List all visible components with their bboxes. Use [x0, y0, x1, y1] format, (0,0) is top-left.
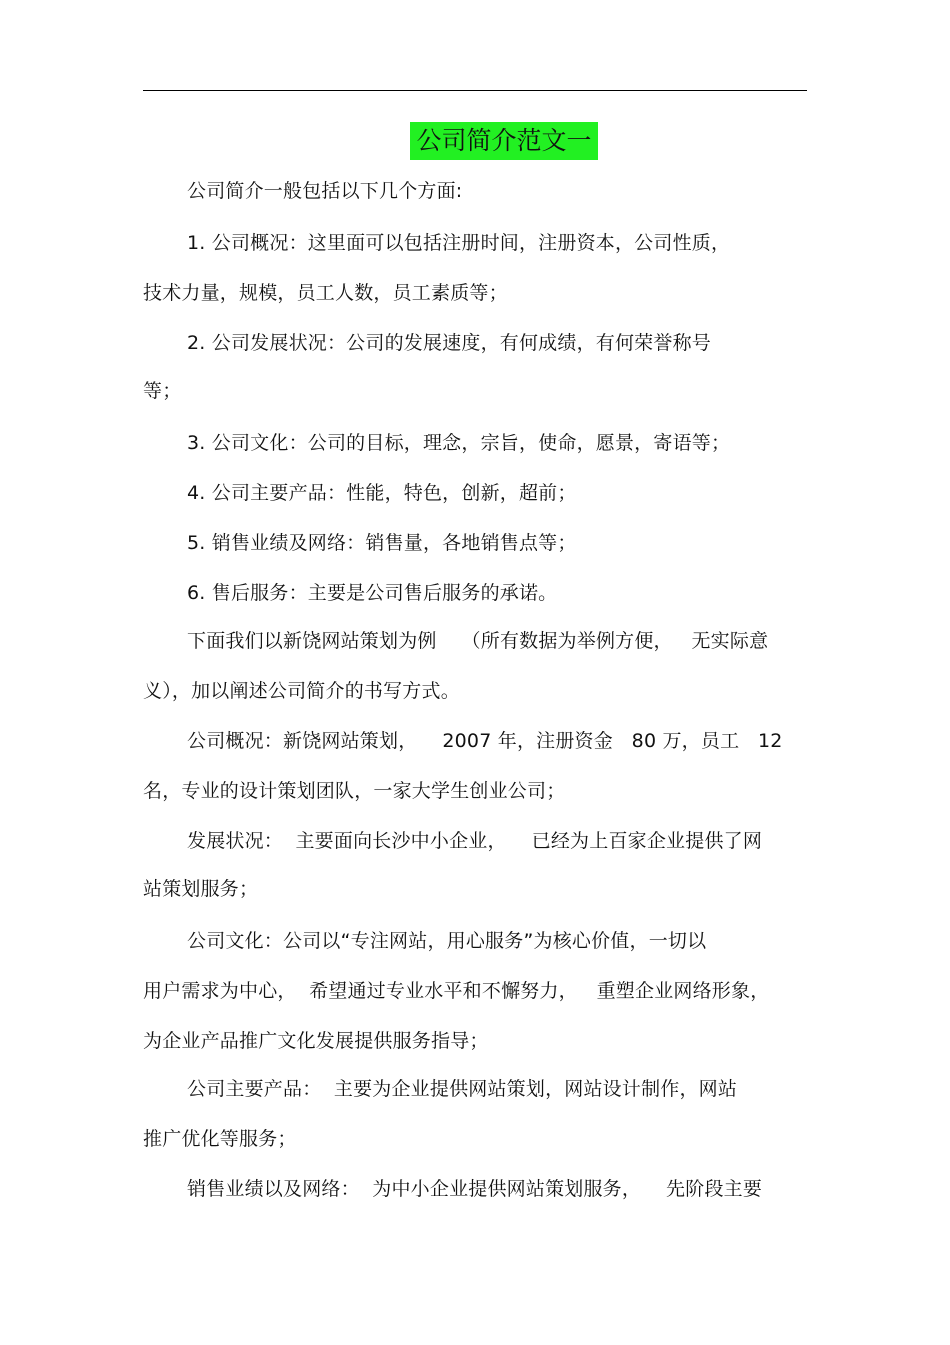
culture-continuation-1: 用户需求为中心， 希望通过专业水平和不懈努力， 重塑企业网络形象， — [143, 980, 770, 1002]
item-3-line: 3. 公司文化：公司的目标，理念，宗旨，使命，愿景，寄语等； — [187, 432, 731, 454]
item-1-line: 1. 公司概况：这里面可以包括注册时间，注册资本，公司性质， — [187, 232, 731, 254]
header-rule — [143, 90, 807, 91]
example-intro-continuation: 义），加以阐述公司简介的书写方式。 — [143, 680, 460, 702]
item-1-continuation: 技术力量，规模，员工人数，员工素质等； — [143, 282, 508, 304]
item-2-line: 2. 公司发展状况：公司的发展速度，有何成绩，有何荣誉称号 — [187, 332, 711, 354]
overview-continuation: 名，专业的设计策划团队，一家大学生创业公司； — [143, 780, 566, 802]
item-4-line: 4. 公司主要产品：性能，特色，创新，超前； — [187, 482, 577, 504]
products-continuation: 推广优化等服务； — [143, 1128, 297, 1150]
development-continuation: 站策划服务； — [143, 878, 259, 900]
item-2-continuation: 等； — [143, 380, 182, 402]
document-title: 公司简介范文一 — [410, 122, 597, 160]
example-intro-line: 下面我们以新饶网站策划为例 （所有数据为举例方便， 无实际意 — [187, 630, 769, 652]
sales-line: 销售业绩以及网络： 为中小企业提供网站策划服务， 先阶段主要 — [187, 1178, 763, 1200]
products-line: 公司主要产品： 主要为企业提供网站策划，网站设计制作，网站 — [187, 1078, 738, 1100]
overview-line: 公司概况：新饶网站策划， 2007 年，注册资金 80 万，员工 12 — [187, 730, 783, 752]
item-6-line: 6. 售后服务：主要是公司售后服务的承诺。 — [187, 582, 558, 604]
intro-line: 公司简介一般包括以下几个方面: — [187, 180, 463, 202]
development-line: 发展状况： 主要面向长沙中小企业， 已经为上百家企业提供了网 — [187, 830, 763, 852]
culture-line: 公司文化：公司以“专注网站，用心服务”为核心价值，一切以 — [187, 930, 707, 952]
culture-continuation-2: 为企业产品推广文化发展提供服务指导； — [143, 1030, 489, 1052]
item-5-line: 5. 销售业绩及网络：销售量，各地销售点等； — [187, 532, 577, 554]
title-container — [0, 122, 950, 160]
